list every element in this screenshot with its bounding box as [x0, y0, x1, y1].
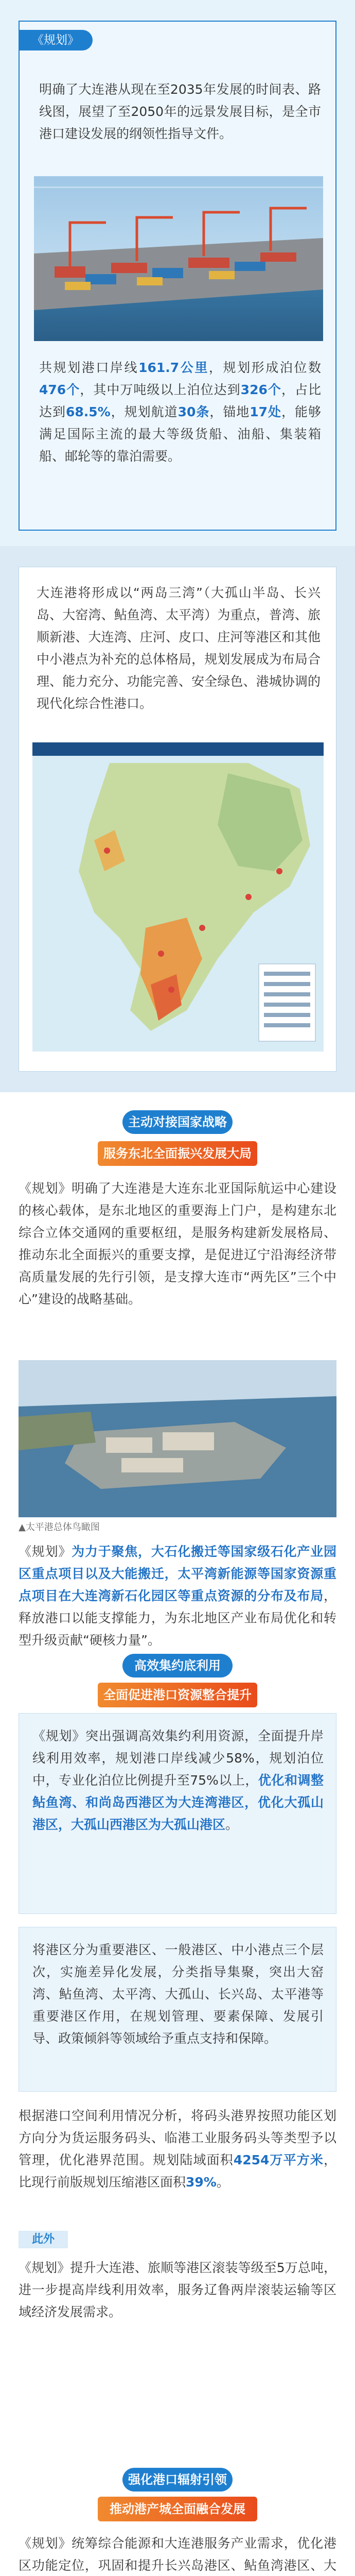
aerial-photo-illustration	[19, 1360, 336, 1517]
port-tier-box	[19, 1927, 336, 2092]
efficiency-highlight: 优化和调整鲇鱼湾、和尚岛西港区为大连湾港区，优化大孤山港区，大孤山西港区为大孤山港区	[32, 1773, 324, 1832]
large-berth-share: 68.5%	[65, 404, 111, 419]
efficiency-text-2: 。	[225, 1817, 239, 1832]
efficiency-text-1: 《规划》突出强调高效集约利用资源，全面提升岸线利用效率，规划港口岸线减少58%，规划泊位中，专业化泊位比例提升至75%以上，	[32, 1728, 324, 1788]
layout-card	[19, 567, 336, 1072]
overview-frame	[19, 21, 336, 531]
aerial-photo-caption: ▲太平港总体鸟瞰图	[19, 1522, 100, 1533]
function-optimization-paragraph: 《规划》统筹综合能源和大连港服务产业需求，优化港区功能定位，巩固和提升长兴岛港区、鲇鱼湾港区、大	[19, 2536, 336, 2573]
figures-text-6: ，锚地	[209, 404, 250, 419]
figures-text-3: ，其中万吨级以上泊位达到	[80, 382, 241, 397]
berth-count: 476个	[39, 382, 80, 397]
layout-description: 大连港将形成以“两岛三湾”（大孤山半岛、长兴岛、大窑湾、鲇鱼湾、太平湾）为重点，普湾、旅顺新港、大连湾、庄河、皮口、庄河等港区和其他中小港点为补充的总体格局，规划发展成为布局合理、能力充分、功能完善、安全绿色、港城协调的现代化综合性港口。	[37, 585, 321, 711]
industry-text-1: 《规划》	[19, 1544, 72, 1559]
land-area-paragraph	[19, 2105, 336, 2193]
industry-text-2: ，释放港口以能支撑能力，为东北地区产业布局优化和转型升级贡献“硬核力量”。	[19, 1588, 336, 1648]
port-photo-illustration	[34, 176, 323, 341]
figures-text-7: ，能够满足国际主流的最大等级货船、油船、集装箱船、邮轮等的靠泊需要。	[39, 404, 321, 464]
overview-figures	[39, 357, 321, 467]
land-text-2: ，比现行前版规划压缩港区面积	[19, 2153, 336, 2190]
radiation-ribbon: 强化港口辐射引领	[122, 2468, 233, 2492]
efficient-use-ribbon: 高效集约底利用	[122, 1654, 233, 1677]
port-city-integration-heading: 推动港产城全面融合发展	[98, 2497, 257, 2521]
land-reduction-value: 39%	[186, 2175, 217, 2190]
plan-overview-section	[0, 0, 355, 546]
industry-highlight: 为力于聚焦，大石化搬迁等国家级石化产业园区重点项目以及大能搬迁，太平湾新能源等国家资源重点项目在大连湾新石化园区等重点资源的分布及布局	[19, 1544, 336, 1603]
large-berth-count: 326个	[240, 382, 281, 397]
figures-text-1: 共规划港口岸线	[39, 360, 139, 375]
figures-text-2: ，规划形成泊位数	[208, 360, 321, 375]
roro-paragraph: 《规划》提升大连港、旅顺等港区滚装等级至5万总吨，进一步提高岸线利用效率，服务辽鲁两岸滚装运输等区域经济发展需求。	[19, 2260, 336, 2319]
channel-count: 30条	[177, 404, 210, 419]
additionally-tag: 此外	[19, 2231, 68, 2248]
northeast-revitalization-heading: 服务东北全面振兴发展大局	[98, 1141, 257, 1166]
layout-section	[0, 546, 355, 1092]
layout-map-illustration	[32, 742, 324, 1052]
overview-intro: 明确了大连港从现在至2035年发展的时间表、路线图，展望了至2050年的远景发展目标，是全市港口建设发展的纲领性指导文件。	[39, 82, 321, 141]
taiping-port-aerial-photo[interactable]	[19, 1360, 336, 1517]
shoreline-efficiency-box	[19, 1713, 336, 1914]
figures-text-4: ，占比达到	[39, 382, 322, 419]
port-layout-map[interactable]	[32, 742, 324, 1052]
land-text-3: 。	[216, 2175, 229, 2190]
anchorage-count: 17处	[250, 404, 282, 419]
resource-integration-heading: 全面促进港口资源整合提升	[98, 1683, 257, 1707]
strategic-role-paragraph: 《规划》明确了大连港是大连东北亚国际航运中心建设的核心载体，是东北地区的重要海上门户，是构建东北综合立体交通网的重要枢纽，是服务构建新发展格局、推动东北全面振兴的重要支撑，是促进辽宁沿海经济带高质量发展的先行引领，是支撑大连市“两先区”三个中心”建设的战略基础。	[19, 1181, 336, 1307]
land-text-1: 根据港口空间利用情况分析，将码头港界按照功能区划方向分为货运服务码头、临港工业服务码头等类型予以管理，优化港界范围。规划陆域面积	[19, 2108, 336, 2167]
container-port-photo[interactable]	[34, 176, 323, 341]
national-strategy-ribbon: 主动对接国家战略	[122, 1110, 233, 1134]
port-tier-text: 将港区分为重要港区、一般港区、中小港点三个层次，实施差异化发展，分类指导集聚，突出大窑湾、鲇鱼湾、太平湾、大孤山、长兴岛、太平港等重要港区作用，在规划管理、要素保障、发展引导、政策倾斜等领域给予重点支持和保障。	[32, 1942, 324, 2046]
shoreline-length: 161.7公里	[138, 360, 209, 375]
industry-support-paragraph	[19, 1540, 336, 1651]
plan-tag: 《规划》	[19, 30, 93, 50]
land-area-value: 4254万平方米	[233, 2153, 324, 2167]
shoreline-efficiency-text	[32, 1725, 324, 1836]
figures-text-5: ，规划航道	[110, 404, 178, 419]
